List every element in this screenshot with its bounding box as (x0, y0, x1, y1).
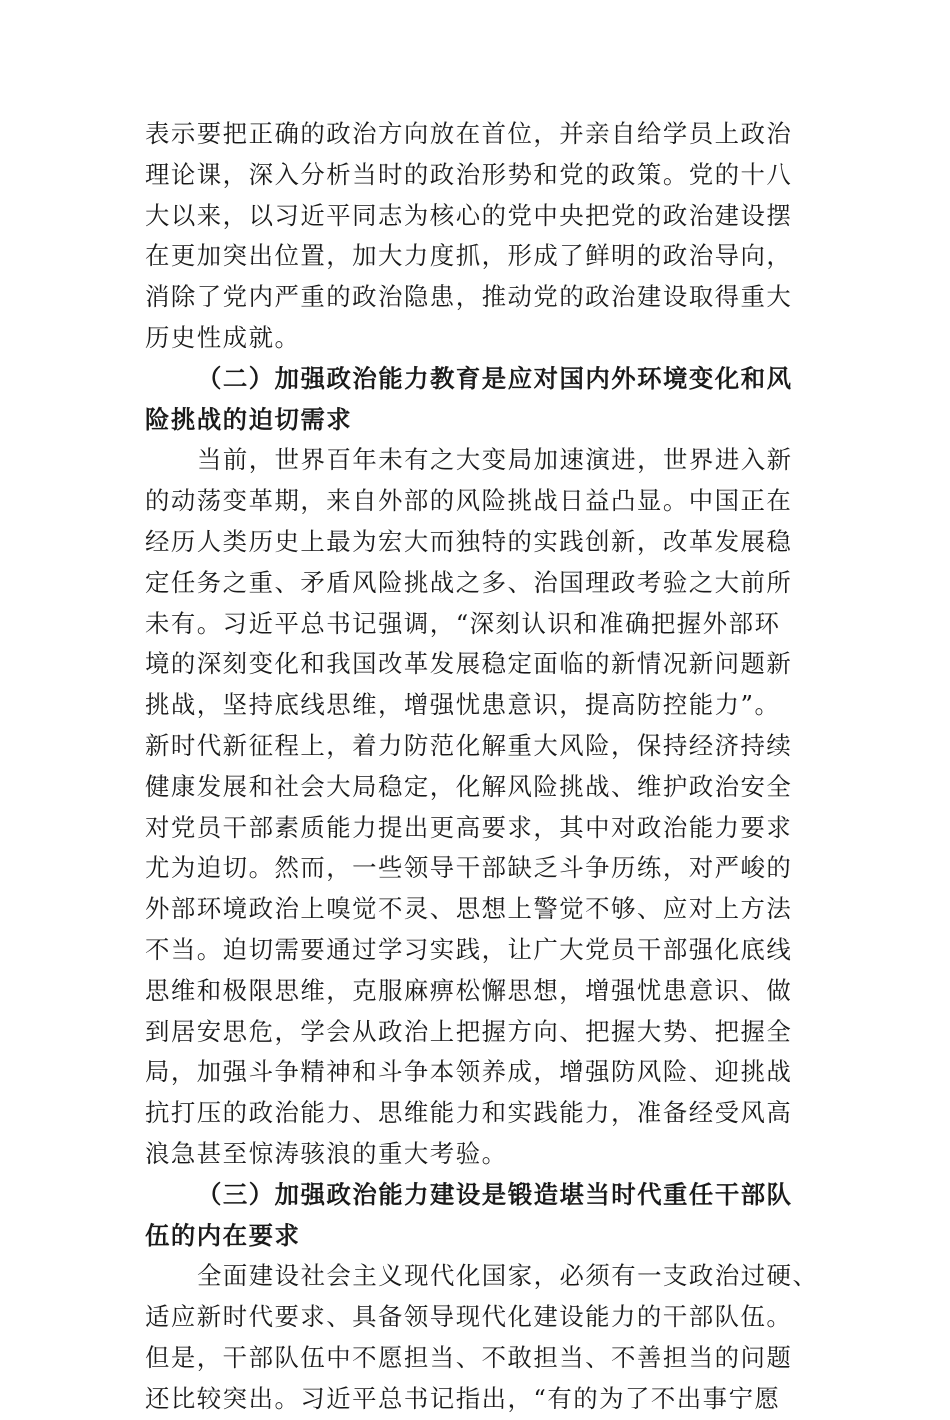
section-heading-line: （三）加强政治能力建设是锻造堪当时代重任干部队 (197, 1179, 793, 1209)
paragraph-line: 境的深刻变化和我国改革发展稳定面临的新情况新问题新 (145, 649, 793, 679)
paragraph-line: 当前，世界百年未有之大变局加速演进，世界进入新 (197, 445, 793, 475)
paragraph-line: 外部环境政治上嗅觉不灵、思想上警觉不够、应对上方法 (145, 894, 793, 924)
paragraph-line: 对党员干部素质能力提出更高要求，其中对政治能力要求 (145, 812, 793, 842)
paragraph-line: 不当。迫切需要通过学习实践，让广大党员干部强化底线 (145, 934, 793, 964)
paragraph-line: 表示要把正确的政治方向放在首位，并亲自给学员上政治 (145, 119, 793, 148)
paragraph-line: 还比较突出。习近平总书记指出，“有的为了不出事宁愿 (145, 1383, 781, 1413)
paragraph-line: 挑战，坚持底线思维，增强忧患意识，提高防控能力”。 (145, 690, 781, 720)
paragraph-line: 历史性成就。 (145, 322, 301, 352)
paragraph-line: 消除了党内严重的政治隐患，推动党的政治建设取得重大 (145, 282, 793, 312)
paragraph-line: 大以来，以习近平同志为核心的党中央把党的政治建设摆 (145, 200, 793, 230)
document-body (145, 114, 819, 1420)
paragraph-line: 定任务之重、矛盾风险挑战之多、治国理政考验之大前所 (145, 567, 793, 597)
paragraph-line: 理论课，深入分析当时的政治形势和党的政策。党的十八 (145, 159, 793, 189)
section-heading-line: 险挑战的迫切需求 (145, 404, 353, 434)
paragraph-line: 局，加强斗争精神和斗争本领养成，增强防风险、迎挑战 (145, 1057, 793, 1087)
paragraph-line: 新时代新征程上，着力防范化解重大风险，保持经济持续 (145, 730, 793, 760)
section-heading-line: 伍的内在要求 (145, 1220, 301, 1250)
paragraph-line: 思维和极限思维，克服麻痹松懈思想，增强忧患意识、做 (145, 975, 793, 1005)
paragraph-line: 浪急甚至惊涛骇浪的重大考验。 (145, 1138, 508, 1168)
paragraph-line: 健康发展和社会大局稳定，化解风险挑战、维护政治安全 (145, 771, 793, 801)
paragraph-line: 未有。习近平总书记强调，“深刻认识和准确把握外部环 (145, 608, 781, 638)
paragraph-line: 全面建设社会主义现代化国家，必须有一支政治过硬、 (197, 1261, 819, 1291)
paragraph-line: 抗打压的政治能力、思维能力和实践能力，准备经受风高 (145, 1098, 793, 1128)
paragraph-line: 尤为迫切。然而，一些领导干部缺乏斗争历练，对严峻的 (145, 853, 793, 883)
paragraph-line: 在更加突出位置，加大力度抓，形成了鲜明的政治导向， (145, 241, 793, 271)
section-heading-line: （二）加强政治能力教育是应对国内外环境变化和风 (197, 363, 793, 393)
paragraph-line: 的动荡变革期，来自外部的风险挑战日益凸显。中国正在 (145, 486, 793, 516)
paragraph-line: 适应新时代要求、具备领导现代化建设能力的干部队伍。 (145, 1302, 793, 1332)
paragraph-line: 经历人类历史上最为宏大而独特的实践创新，改革发展稳 (145, 526, 793, 556)
paragraph-line: 到居安思危，学会从政治上把握方向、把握大势、把握全 (145, 1016, 793, 1046)
paragraph-line: 但是，干部队伍中不愿担当、不敢担当、不善担当的问题 (145, 1342, 793, 1372)
